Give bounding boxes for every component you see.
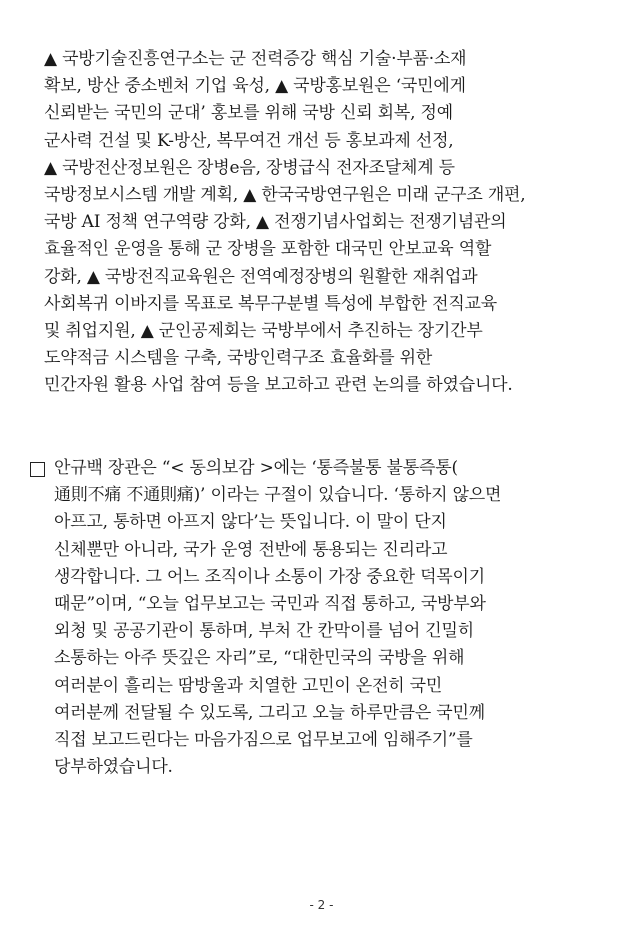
page-number: - 2 - (309, 898, 334, 912)
paragraph-line: 민간자원 활용 사업 참여 등을 보고하고 관련 논의를 하였습니다. (44, 375, 513, 396)
paragraph-line: 생각합니다. 그 어느 조직이나 소통이 가장 중요한 덕목이기 (54, 566, 485, 587)
paragraph-line: ▲ 국방전산정보원은 장병e음, 장병급식 전자조달체계 등 (44, 157, 455, 178)
paragraph-line: 소통하는 아주 뜻깊은 자리”로, “대한민국의 국방을 위해 (54, 648, 465, 669)
paragraph-line: 직접 보고드린다는 마음가짐으로 업무보고에 임해주기”를 (54, 730, 473, 751)
paragraph-line: 확보, 방산 중소벤처 기업 육성, ▲ 국방홍보원은 ‘국민에게 (44, 76, 466, 97)
paragraph-line: 강화, ▲ 국방전직교육원은 전역예정장병의 원활한 재취업과 (44, 266, 478, 287)
paragraph-line: 때문”이며, “오늘 업무보고는 국민과 직접 통하고, 국방부와 (54, 594, 486, 615)
paragraph-line: 通則不痛 不通則痛)’ 이라는 구절이 있습니다. ‘통하지 않으면 (54, 485, 502, 506)
paragraph-line: 국방정보시스템 개발 계획, ▲ 한국국방연구원은 미래 군구조 개편, (44, 185, 526, 206)
paragraph-line: 및 취업지원, ▲ 군인공제회는 국방부에서 추진하는 장기간부 (44, 321, 483, 342)
paragraph-line: 군사력 건설 및 K-방산, 복무여건 개선 등 홍보과제 선정, (44, 130, 454, 151)
paragraph-line: 아프고, 통하면 아프지 않다’는 뜻입니다. 이 말이 단지 (54, 512, 447, 533)
checkbox-bullet-icon (30, 462, 45, 477)
paragraph-line: 안규백 장관은 “< 동의보감 >에는 ‘통즉불통 불통즉통( (54, 458, 458, 478)
paragraph-line: 도약적금 시스템을 구축, 국방인력구조 효율화를 위한 (44, 348, 433, 369)
paragraph-line: ▲ 국방기술진흥연구소는 군 전력증강 핵심 기술·부품·소재 (44, 49, 467, 69)
paragraph-line: 국방 AI 정책 연구역량 강화, ▲ 전쟁기념사업회는 전쟁기념관의 (44, 212, 507, 233)
paragraph-line: 효율적인 운영을 통해 군 장병을 포함한 대국민 안보교육 역할 (44, 239, 492, 260)
paragraph-line: 외청 및 공공기관이 통하며, 부처 간 칸막이를 넘어 긴밀히 (54, 621, 474, 642)
paragraph-line: 신체뿐만 아니라, 국가 운영 전반에 통용되는 진리라고 (54, 539, 448, 560)
paragraph-line: 신뢰받는 국민의 군대’ 홍보를 위해 국방 신뢰 회복, 정예 (44, 103, 453, 124)
paragraph-line: 여러분께 전달될 수 있도록, 그리고 오늘 하루만큼은 국민께 (54, 702, 485, 723)
section-minister-remarks (30, 455, 620, 781)
paragraph-line: 사회복귀 이바지를 목표로 복무구분별 특성에 부합한 전직교육 (44, 293, 497, 314)
section-agency-report (44, 46, 619, 400)
paragraph-line: 여러분이 흘리는 땀방울과 치열한 고민이 온전히 국민 (54, 675, 443, 696)
paragraph-first-line (30, 455, 620, 482)
paragraph-line: 당부하였습니다. (54, 757, 173, 778)
